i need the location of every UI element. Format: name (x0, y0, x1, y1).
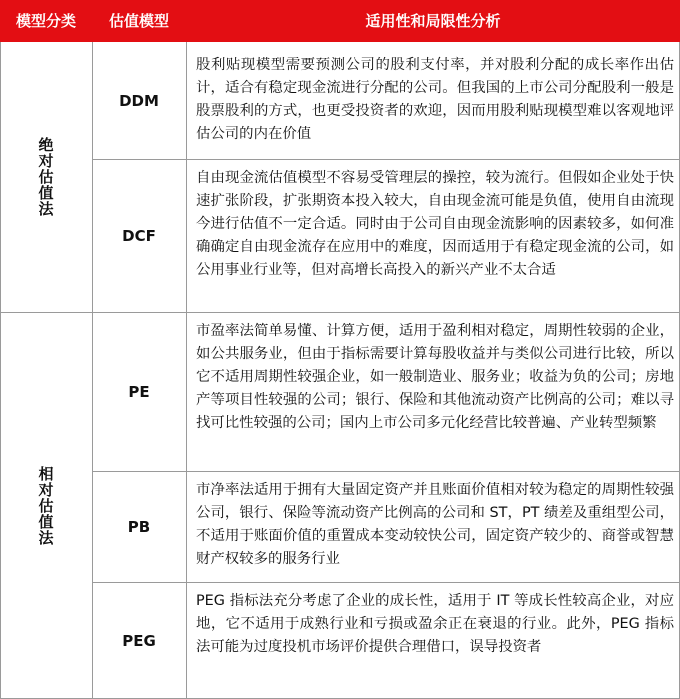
category-label: 相对估值法 (36, 466, 55, 546)
analysis-text-dcf: 自由现金流估值模型不容易受管理层的操控，较为流行。但假如企业处于快速扩张阶段，扩张期资本投入较大，自由现金流可能是负值，使用自由流现今进行估值不一定合适。同时由于公司自由现金流影响的因素较多，如何准确确定自由现金流存在应用中的难度，因而适用于有稳定现金流的公司，如公用事业行业等，但对高增长高投入的新兴产业不太合适 (196, 170, 674, 278)
header-analysis: 适用性和局限性分析 (365, 12, 501, 30)
header-category: 模型分类 (15, 12, 76, 30)
model-cell-ddm: DDM (119, 91, 159, 110)
grid-line (186, 42, 187, 699)
model-cell-dcf: DCF (122, 227, 156, 245)
analysis-text-pe: 市盈率法简单易懂、计算方便，适用于盈利相对稳定，周期性较弱的企业，如公共服务业，但由于指标需要计算每股收益并与类似公司进行比较，所以它不适用周期性较强企业，如一般制造业、服务业；收益为负的公司；房地产等项目性较强的公司；银行、保险和其他流动资产比例高的公司；难以寻找可比性较强的公司；国内上市公司多元化经营比较普遍、产业转型频繁 (196, 323, 674, 431)
category-cell-absolute (0, 42, 92, 312)
header-model: 估值模型 (108, 12, 169, 30)
table-header (0, 0, 680, 42)
category-cell-relative (0, 313, 92, 699)
category-label: 绝对估值法 (36, 137, 55, 217)
analysis-text-ddm: 股利贴现模型需要预测公司的股利支付率，并对股利分配的成长率作出估计，适合有稳定现金流进行分配的公司。但我国的上市公司分配股利一般是股票股利的方式，也更受投资者的欢迎，因而用股利贴现模型难以客观地评估公司的内在价值 (196, 57, 674, 142)
analysis-text-peg: PEG 指标法充分考虑了企业的成长性，适用于 IT 等成长性较高企业，对应地，它不适用于成熟行业和亏损或盈余正在衰退的行业。此外，PEG 指标法可能为过度投机市场评价提供合理借口，误导投资者 (196, 593, 674, 655)
model-cell-pe: PE (128, 383, 150, 401)
model-cell-peg: PEG (122, 631, 156, 650)
analysis-text-pb: 市净率法适用于拥有大量固定资产并且账面价值相对较为稳定的周期性较强公司，银行、保险等流动资产比例高的公司和 ST，PT 绩差及重组型公司，不适用于账面价值的重置成本变动较快公司，固定资产较少的、商誉或智慧财产权较多的服务行业 (196, 482, 674, 567)
model-cell-pb: PB (127, 518, 151, 536)
